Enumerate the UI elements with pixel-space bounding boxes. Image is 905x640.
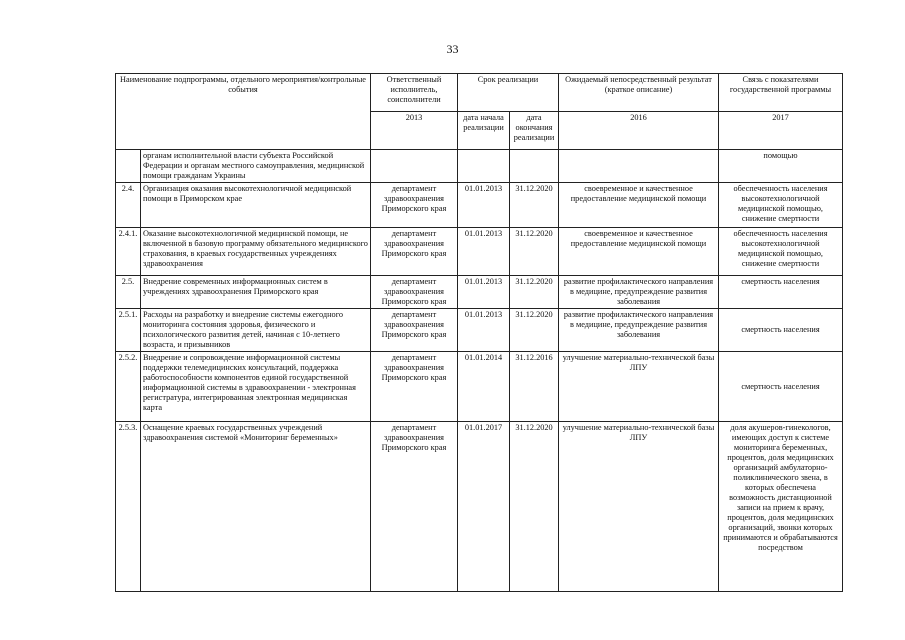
- row-name: Оказание высокотехнологичной медицинской помощи, не включенной в базовую программу обязательного медицинского страхования, в краевых государственных учреждениях здравоохранения: [141, 228, 371, 276]
- row-link: помощью: [719, 150, 843, 183]
- row-end: 31.12.2016: [510, 352, 559, 422]
- table-row: [116, 150, 843, 183]
- row-end: 31.12.2020: [510, 183, 559, 228]
- row-start: 01.01.2017: [458, 422, 510, 592]
- header-start: дата начала реализации: [458, 112, 510, 150]
- table-row: [116, 309, 843, 352]
- row-result: развитие профилактического направления в медицине, предупреждение развития заболевания: [559, 276, 719, 309]
- header-responsible: Ответственный исполнитель, соисполнители: [371, 74, 458, 112]
- row-number: 2.5.2.: [116, 352, 141, 422]
- row-responsible: департамент здравоохранения Приморского края: [371, 352, 458, 422]
- table-row: [116, 228, 843, 276]
- row-responsible: департамент здравоохранения Приморского края: [371, 228, 458, 276]
- row-name: Внедрение и сопровождение информационной системы поддержки телемедицинских консультаций, поддержка работоспособности компонентов единой государственной информационной системы в здравоохранении - электронная регистратура, интегрированная электронная медицинская карта: [141, 352, 371, 422]
- header-col-2016: 2016: [559, 112, 719, 150]
- header-link: Связь с показателями государственной программы: [719, 74, 843, 112]
- row-responsible: департамент здравоохранения Приморского края: [371, 183, 458, 228]
- row-name: Организация оказания высокотехнологичной медицинской помощи в Приморском крае: [141, 183, 371, 228]
- row-end: 31.12.2020: [510, 309, 559, 352]
- row-link: смертность населения: [719, 276, 843, 309]
- row-end: 31.12.2020: [510, 228, 559, 276]
- row-responsible: департамент здравоохранения Приморского края: [371, 276, 458, 309]
- row-start: 01.01.2014: [458, 352, 510, 422]
- row-number: 2.4.1.: [116, 228, 141, 276]
- header-result: Ожидаемый непосредственный результат (краткое описание): [559, 74, 719, 112]
- page-number: 33: [446, 42, 459, 56]
- row-result: улучшение материально-технической базы ЛПУ: [559, 422, 719, 592]
- row-number: 2.5.3.: [116, 422, 141, 592]
- row-result: [559, 150, 719, 183]
- row-number: 2.5.: [116, 276, 141, 309]
- row-result: своевременное и качественное предоставление медицинской помощи: [559, 183, 719, 228]
- header-term: Срок реализации: [458, 74, 559, 112]
- row-result: развитие профилактического направления в медицине, предупреждение развития заболевания: [559, 309, 719, 352]
- table-row: [116, 352, 843, 422]
- program-table: [115, 73, 843, 592]
- row-result: улучшение материально-технической базы ЛПУ: [559, 352, 719, 422]
- row-end: 31.12.2020: [510, 276, 559, 309]
- table-row: [116, 183, 843, 228]
- header-col-2017: 2017: [719, 112, 843, 150]
- row-name: Внедрение современных информационных систем в учреждениях здравоохранения Приморского края: [141, 276, 371, 309]
- row-start: 01.01.2013: [458, 183, 510, 228]
- row-link: обеспеченность населения высокотехнологичной медицинской помощью, снижение смертности: [719, 183, 843, 228]
- row-link: смертность населения: [719, 309, 843, 352]
- row-end: 31.12.2020: [510, 422, 559, 592]
- row-responsible: департамент здравоохранения Приморского края: [371, 309, 458, 352]
- table-row: [116, 276, 843, 309]
- row-responsible: [371, 150, 458, 183]
- row-result: своевременное и качественное предоставление медицинской помощи: [559, 228, 719, 276]
- header-name: Наименование подпрограммы, отдельного мероприятия/контрольные события: [116, 74, 371, 150]
- row-link: обеспеченность населения высокотехнологичной медицинской помощью, снижение смертности: [719, 228, 843, 276]
- row-name: органам исполнительной власти субъекта Российской Федерации и органам местного самоуправления, медицинской помощи гражданам Украины: [141, 150, 371, 183]
- row-start: 01.01.2013: [458, 309, 510, 352]
- row-start: [458, 150, 510, 183]
- row-start: 01.01.2013: [458, 228, 510, 276]
- row-link: смертность населения: [719, 352, 843, 422]
- row-name: Оснащение краевых государственных учреждений здравоохранения системой «Мониторинг беременных»: [141, 422, 371, 592]
- row-start: 01.01.2013: [458, 276, 510, 309]
- table-row: [116, 422, 843, 592]
- row-responsible: департамент здравоохранения Приморского края: [371, 422, 458, 592]
- row-link: доля акушеров-гинекологов, имеющих доступ к системе мониторинга беременных, процентов, доля медицинских организаций амбулаторно-поликлинического звена, в которых обеспечена возможность дистанционной записи на прием к врачу, процентов, доля медицинских организаций, звонки которых принимаются и обрабатываются посредством: [719, 422, 843, 592]
- header-end: дата окончания реализации: [510, 112, 559, 150]
- row-number: 2.5.1.: [116, 309, 141, 352]
- row-name: Расходы на разработку и внедрение системы ежегодного мониторинга состояния здоровья, физического и психологического развития детей, начиная с 10-летнего возраста, и призывников: [141, 309, 371, 352]
- row-end: [510, 150, 559, 183]
- row-number: 2.4.: [116, 183, 141, 228]
- header-col-2013: 2013: [371, 112, 458, 150]
- row-number: [116, 150, 141, 183]
